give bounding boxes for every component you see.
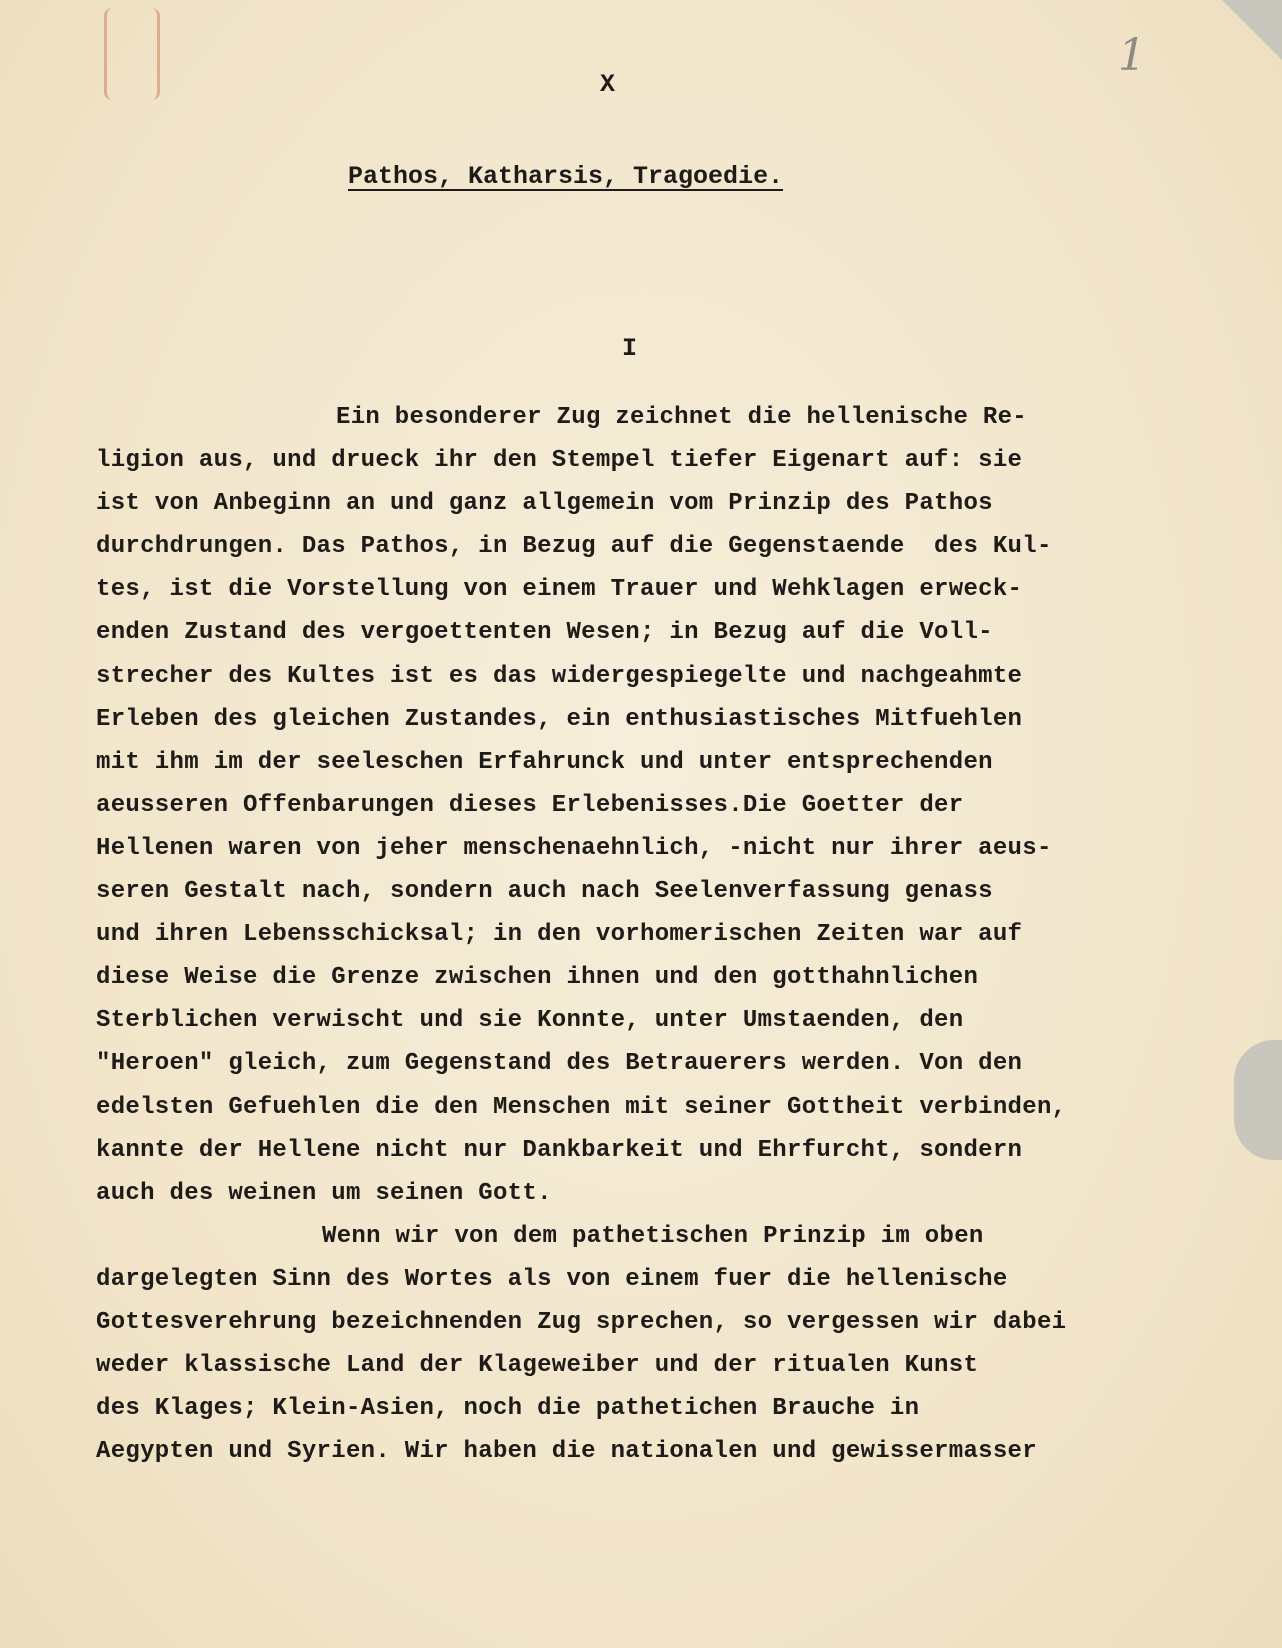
text-line: edelsten Gefuehlen die den Menschen mit seiner Gottheit verbinden, bbox=[96, 1093, 1067, 1121]
text-line: seren Gestalt nach, sondern auch nach Seelenverfassung genass bbox=[96, 878, 993, 906]
text-line: auch des weinen um seinen Gott. bbox=[96, 1179, 552, 1207]
text-line: Hellenen waren von jeher menschenaehnlich, -nicht nur ihrer aeus- bbox=[96, 834, 1052, 862]
text-line: aeusseren Offenbarungen dieses Erlebenisses.Die Goetter der bbox=[96, 791, 964, 819]
text-line: Ein besonderer Zug zeichnet die hellenische Re- bbox=[336, 404, 1028, 431]
chapter-title: Pathos, Katharsis, Tragoedie. bbox=[348, 162, 784, 191]
text-line: diese Weise die Grenze zwischen ihnen und den gotthahnlichen bbox=[96, 964, 979, 992]
text-line: weder klassische Land der Klageweiber und der ritualen Kunst bbox=[96, 1352, 979, 1380]
text-line: mit ihm im der seeleschen Erfahrunck und unter entsprechenden bbox=[96, 748, 993, 776]
text-line: enden Zustand des vergoettenten Wesen; in Bezug auf die Voll- bbox=[96, 619, 993, 647]
text-line: Wenn wir von dem pathetischen Prinzip im oben bbox=[322, 1222, 984, 1250]
section-numeral: I bbox=[622, 334, 638, 363]
text-line: durchdrungen. Das Pathos, in Bezug auf die Gegenstaende des Kul- bbox=[96, 533, 1052, 561]
text-line: ligion aus, und drueck ihr den Stempel tiefer Eigenart auf: sie bbox=[96, 447, 1023, 475]
text-line: ist von Anbeginn an und ganz allgemein vom Prinzip des Pathos bbox=[96, 490, 993, 518]
text-line: Sterblichen verwischt und sie Konnte, unter Umstaenden, den bbox=[96, 1007, 964, 1035]
text-line: des Klages; Klein-Asien, noch die pathetichen Brauche in bbox=[96, 1395, 920, 1423]
rust-stain bbox=[104, 8, 160, 100]
body-text bbox=[96, 396, 1256, 1473]
text-line: strecher des Kultes ist es das widergespiegelte und nachgeahmte bbox=[96, 662, 1023, 690]
text-line: "Heroen" gleich, zum Gegenstand des Betrauerers werden. Von den bbox=[96, 1050, 1023, 1078]
text-line: und ihren Lebensschicksal; in den vorhomerischen Zeiten war auf bbox=[96, 921, 1023, 949]
page-number: 1 bbox=[1118, 30, 1146, 81]
text-line: Erleben des gleichen Zustandes, ein enthusiastisches Mitfuehlen bbox=[96, 705, 1023, 733]
text-line: dargelegten Sinn des Wortes als von einem fuer die hellenische bbox=[96, 1265, 1008, 1293]
text-line: tes, ist die Vorstellung von einem Trauer und Wehklagen erweck- bbox=[96, 576, 1023, 604]
text-line: Aegypten und Syrien. Wir haben die nationalen und gewissermasser bbox=[96, 1438, 1037, 1466]
torn-corner bbox=[1222, 0, 1282, 60]
chapter-numeral: X bbox=[600, 70, 616, 99]
text-line: kannte der Hellene nicht nur Dankbarkeit und Ehrfurcht, sondern bbox=[96, 1136, 1023, 1164]
text-line: Gottesverehrung bezeichnenden Zug sprechen, so vergessen wir dabei bbox=[96, 1308, 1067, 1336]
